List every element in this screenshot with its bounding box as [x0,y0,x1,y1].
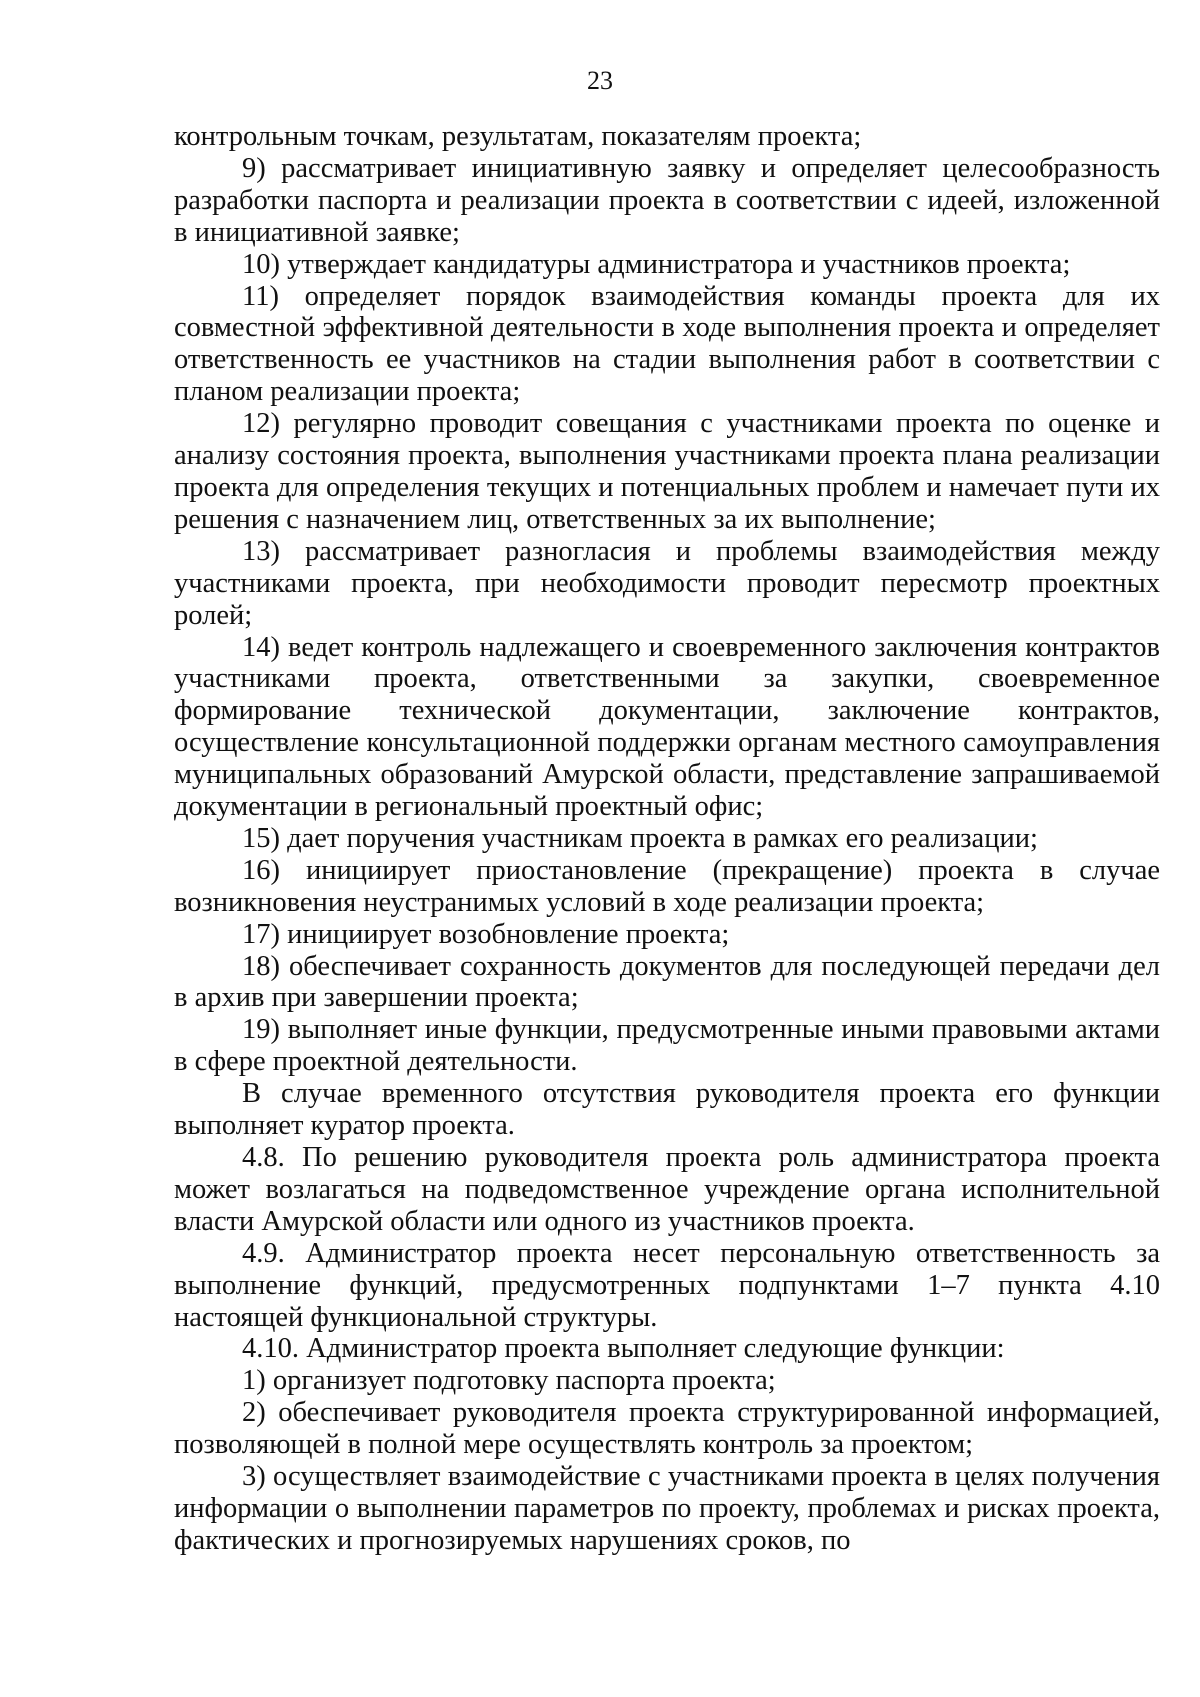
paragraph-item-11: 11) определяет порядок взаимодействия команды проекта для их совместной эффективной деятельности в ходе выполнения проекта и определяет ответственность ее участников на стадии выполнения работ в соответствии с планом реализации проекта; [174,280,1160,408]
paragraph-item-12: 12) регулярно проводит совещания с участниками проекта по оценке и анализу состояния проекта, выполнения участниками проекта плана реализации проекта для определения текущих и потенциальных проблем и намечает пути их решения с назначением лиц, ответственных за их выполнение; [174,408,1160,535]
paragraph-admin-item-2: 2) обеспечивает руководителя проекта структурированной информацией, позволяющей в полной мере осуществлять контроль за проектом; [174,1397,1160,1461]
paragraph-item-19: 19) выполняет иные функции, предусмотренные иными правовыми актами в сфере проектной деятельности. [174,1014,1160,1078]
paragraph-item-10: 10) утверждает кандидатуры администратора и участников проекта; [242,248,1071,280]
document-body [174,121,1160,1557]
paragraph-item-13: 13) рассматривает разногласия и проблемы взаимодействия между участниками проекта, при необходимости проводит пересмотр проектных ролей; [174,535,1160,631]
paragraph-item-18: 18) обеспечивает сохранность документов для последующей передачи дел в архив при завершении проекта; [174,950,1160,1014]
page-number: 23 [587,66,613,95]
paragraph-admin-item-3: 3) осуществляет взаимодействие с участниками проекта в целях получения информации о выполнении параметров по проекту, проблемах и рисках проекта, фактических и прогнозируемых нарушениях сроков, по [174,1461,1160,1556]
paragraph-item-14: 14) ведет контроль надлежащего и своевременного заключения контрактов участниками проекта, ответственными за закупки, своевременное формирование технической документации, заключение контрактов, осуществление консультационной поддержки органам местного самоуправления муниципальных образований Амурской области, представление запрашиваемой документации в региональный проектный офис; [174,631,1160,823]
paragraph-section-4-8: 4.8. По решению руководителя проекта роль администратора проекта может возлагаться на подведомственное учреждение органа исполнительной власти Амурской области или одного из участников проекта. [174,1142,1160,1237]
paragraph-item-16: 16) инициирует приостановление (прекращение) проекта в случае возникновения неустранимых условий в ходе реализации проекта; [174,854,1160,918]
paragraph-item-9: 9) рассматривает инициативную заявку и определяет целесообразность разработки паспорта и реализации проекта в соответствии с идеей, изложенной в инициативной заявке; [174,152,1160,248]
paragraph-admin-item-1: 1) организует подготовку паспорта проекта; [242,1365,776,1397]
paragraph-item-17: 17) инициирует возобновление проекта; [242,918,730,950]
paragraph-section-4-9: 4.9. Администратор проекта несет персональную ответственность за выполнение функций, предусмотренных подпунктами 1–7 пункта 4.10 настоящей функциональной структуры. [174,1237,1160,1333]
paragraph-section-4-10: 4.10. Администратор проекта выполняет следующие функции: [242,1333,1005,1365]
paragraph-continuation: контрольным точкам, результатам, показателям проекта; [174,121,862,152]
paragraph-item-15: 15) дает поручения участникам проекта в рамках его реализации; [242,822,1038,854]
paragraph-absence-note: В случае временного отсутствия руководителя проекта его функции выполняет куратор проекта. [174,1078,1160,1142]
